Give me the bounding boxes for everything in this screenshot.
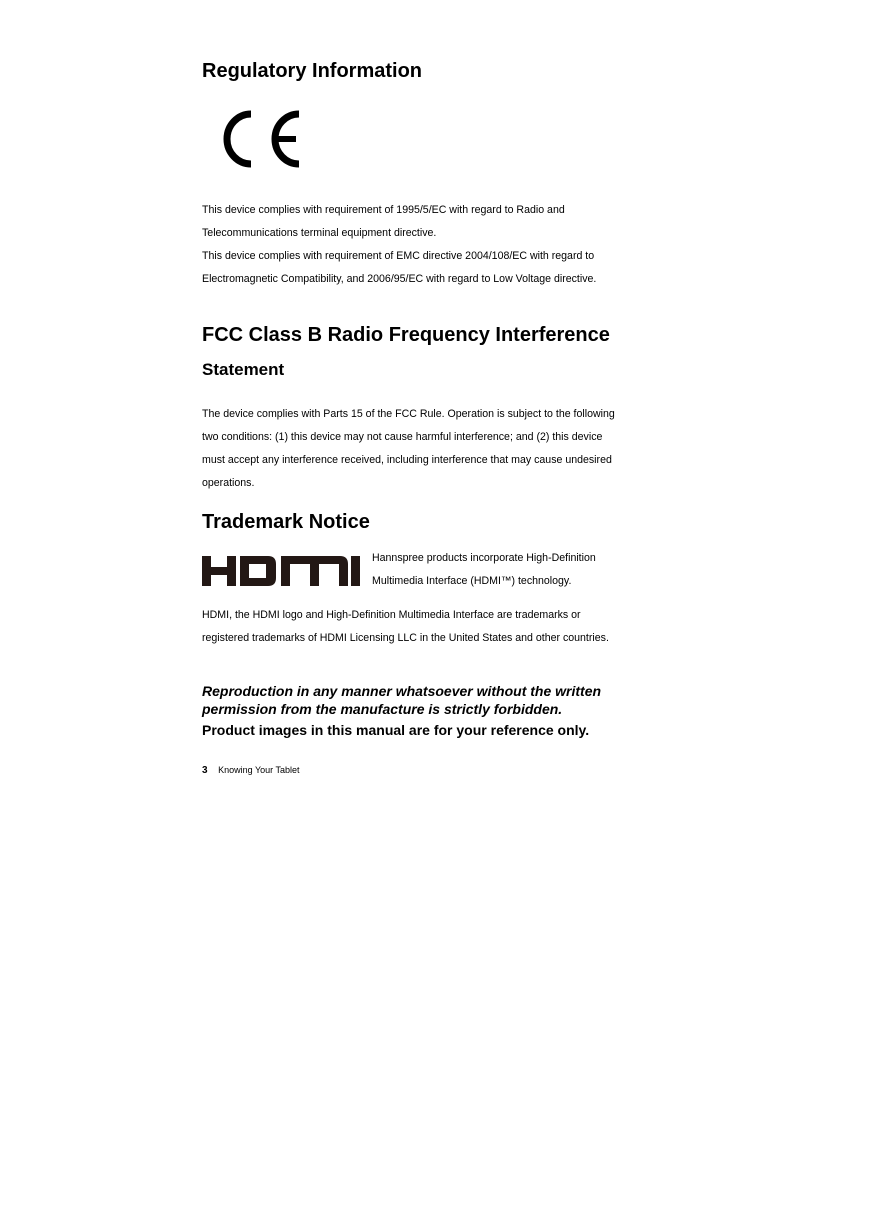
reproduction-line: permission from the manufacture is strictly forbidden. xyxy=(202,701,563,717)
regulatory-text xyxy=(202,199,672,291)
regulatory-line: Electromagnetic Compatibility, and 2006/95/EC with regard to Low Voltage directive. xyxy=(202,273,597,285)
fcc-text xyxy=(202,403,672,495)
reproduction-notice xyxy=(202,682,601,718)
reference-notice: Product images in this manual are for your reference only. xyxy=(202,722,590,738)
hdmi-description-line: Multimedia Interface (HDMI™) technology. xyxy=(372,575,572,587)
regulatory-title: Regulatory Information xyxy=(202,60,423,82)
trademark-line: registered trademarks of HDMI Licensing LLC in the United States and other countries. xyxy=(202,632,609,644)
fcc-line: The device complies with Parts 15 of the FCC Rule. Operation is subject to the following xyxy=(202,408,615,420)
section-name: Knowing Your Tablet xyxy=(218,765,300,775)
ce-mark-logo xyxy=(220,108,304,170)
trademark-line: HDMI, the HDMI logo and High-Definition Multimedia Interface are trademarks or xyxy=(202,609,581,621)
trademark-title: Trademark Notice xyxy=(202,511,370,533)
page-footer xyxy=(202,765,299,776)
fcc-line: operations. xyxy=(202,477,255,489)
hdmi-logo xyxy=(202,554,360,588)
fcc-line: two conditions: (1) this device may not cause harmful interference; and (2) this device xyxy=(202,431,603,443)
hdmi-description xyxy=(372,547,596,593)
regulatory-line: This device complies with requirement of EMC directive 2004/108/EC with regard to xyxy=(202,250,595,262)
reproduction-line: Reproduction in any manner whatsoever without the written xyxy=(202,683,602,699)
fcc-subtitle: Statement xyxy=(202,360,285,379)
regulatory-line: Telecommunications terminal equipment directive. xyxy=(202,227,437,239)
regulatory-line: This device complies with requirement of 1995/5/EC with regard to Radio and xyxy=(202,204,565,216)
fcc-line: must accept any interference received, including interference that may cause undesired xyxy=(202,454,612,466)
hdmi-description-line: Hannspree products incorporate High-Definition xyxy=(372,552,596,564)
fcc-title: FCC Class B Radio Frequency Interference xyxy=(202,324,610,346)
trademark-text xyxy=(202,604,672,650)
page-number: 3 xyxy=(202,765,208,776)
